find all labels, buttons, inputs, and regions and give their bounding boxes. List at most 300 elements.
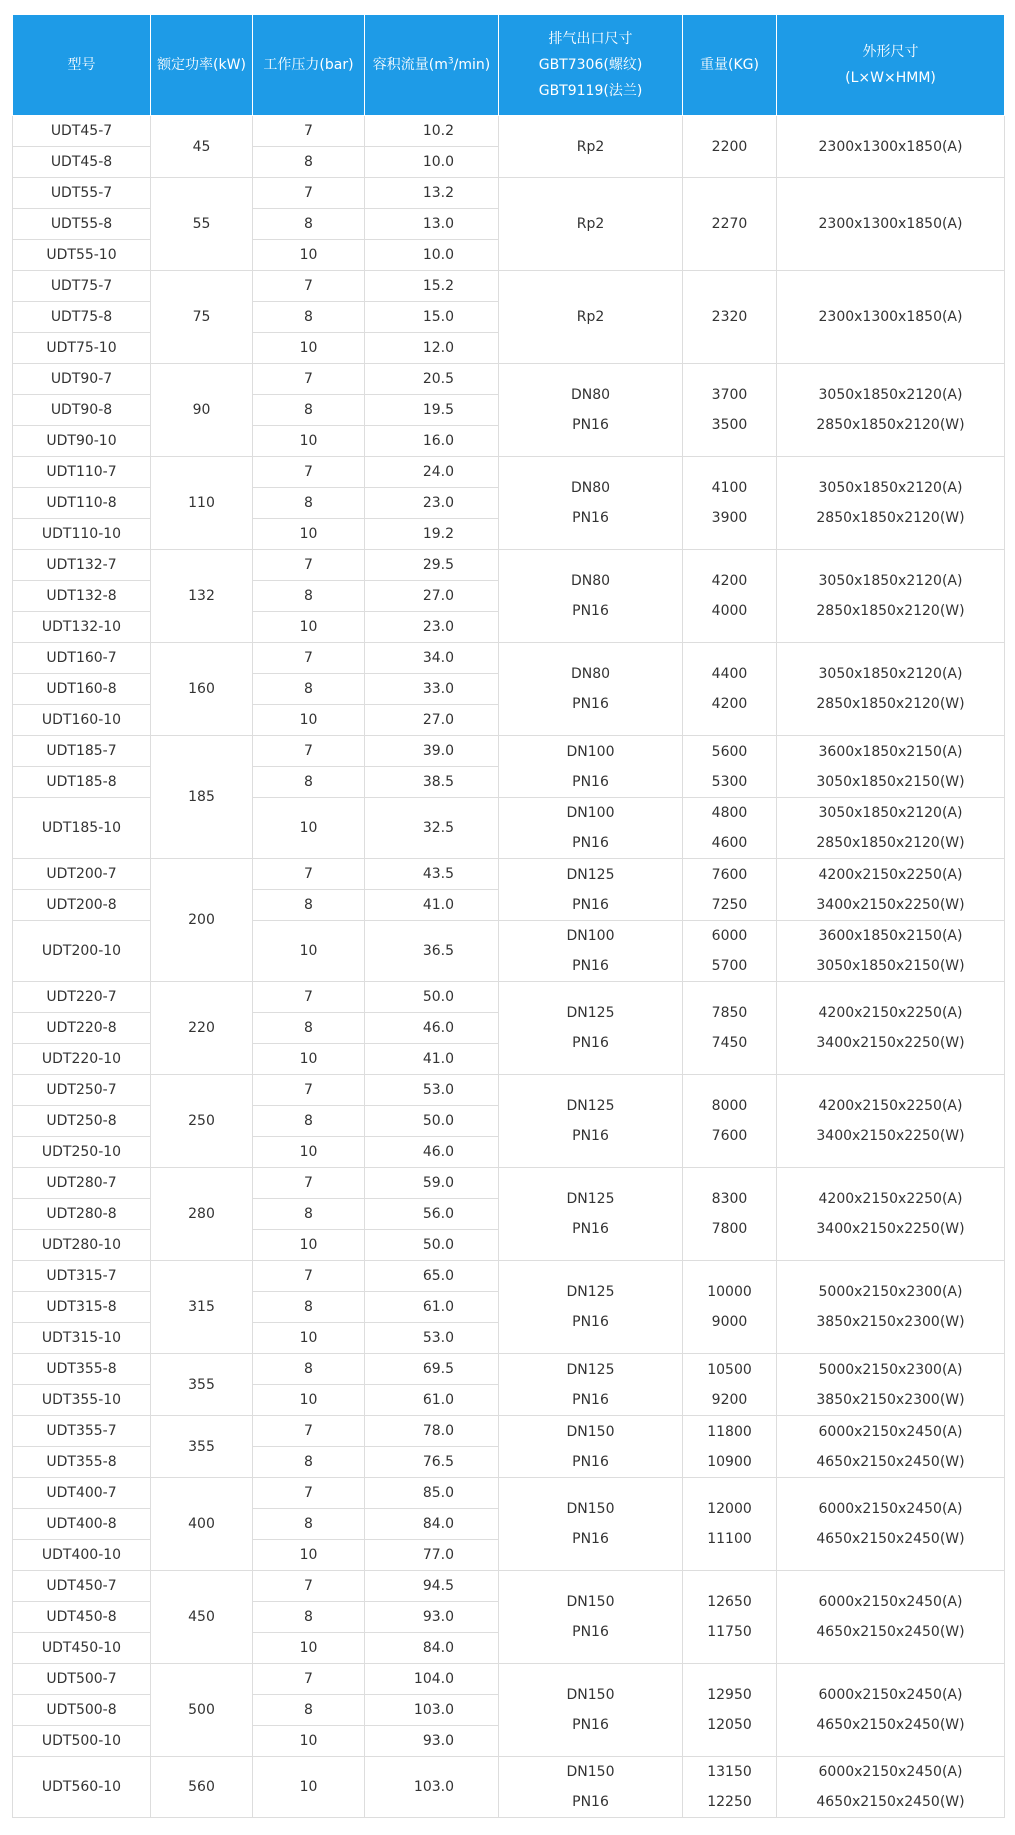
- dims-value: 3050x1850x2120(A): [818, 480, 963, 496]
- dimensions-cell: [777, 736, 1005, 798]
- outlet-cell: [499, 921, 683, 982]
- dims-value: 4650x2150x2450(W): [816, 1717, 965, 1733]
- weight-cell: [683, 1571, 777, 1664]
- rated-power-cell: 90: [151, 364, 253, 457]
- dims-pair: [816, 1277, 964, 1337]
- pressure-cell: 7: [253, 271, 365, 302]
- flow-cell: 104.0: [365, 1664, 499, 1695]
- pressure-cell: 7: [253, 550, 365, 581]
- dims-pair: [816, 1587, 964, 1647]
- outlet-value: DN80: [570, 480, 611, 496]
- dims-value: 4650x2150x2450(W): [816, 1794, 965, 1810]
- dimensions-cell: [777, 1757, 1005, 1818]
- dims-pair: [816, 473, 964, 533]
- pressure-cell: 10: [253, 705, 365, 736]
- table-row: [13, 1416, 1005, 1447]
- model-cell: UDT450-7: [13, 1571, 151, 1602]
- outlet-value: DN150: [566, 1687, 615, 1703]
- outlet-value: PN16: [572, 1221, 609, 1237]
- pressure-cell: 10: [253, 612, 365, 643]
- outlet-value: PN16: [572, 896, 609, 913]
- dimensions-cell: [777, 457, 1005, 550]
- outlet-cell: [499, 1354, 683, 1416]
- dimensions-cell: [777, 1416, 1005, 1478]
- weight-pair: [707, 1680, 752, 1740]
- compressor-spec-table: [12, 14, 1005, 1818]
- rated-power-cell: 280: [151, 1168, 253, 1261]
- model-cell: UDT110-7: [13, 457, 151, 488]
- outlet-value: PN16: [572, 603, 609, 619]
- pressure-cell: 8: [253, 1602, 365, 1633]
- dimensions-cell: [777, 798, 1005, 859]
- weight-cell: [683, 1075, 777, 1168]
- weight-value: 10500: [707, 1361, 752, 1378]
- pressure-cell: 10: [253, 1230, 365, 1261]
- dimensions-cell: [777, 1168, 1005, 1261]
- outlet-value: PN16: [572, 1391, 609, 1408]
- dims-value: 3400x2150x2250(W): [816, 1128, 965, 1144]
- pressure-cell: 8: [253, 302, 365, 333]
- weight-pair: [707, 1587, 752, 1647]
- pressure-cell: 10: [253, 1757, 365, 1818]
- pressure-cell: 7: [253, 1664, 365, 1695]
- pressure-cell: 7: [253, 1261, 365, 1292]
- weight-value: 7850: [711, 1005, 748, 1021]
- outlet-cell: [499, 982, 683, 1075]
- pressure-cell: 8: [253, 1695, 365, 1726]
- pressure-cell: 7: [253, 1478, 365, 1509]
- weight-cell: 2270: [683, 178, 777, 271]
- model-cell: UDT280-7: [13, 1168, 151, 1199]
- dims-value: 6000x2150x2450(A): [818, 1594, 963, 1610]
- weight-cell: [683, 736, 777, 798]
- rated-power-cell: 250: [151, 1075, 253, 1168]
- flow-cell: 78.0: [365, 1416, 499, 1447]
- weight-pair: [712, 1091, 748, 1151]
- flow-cell: 85.0: [365, 1478, 499, 1509]
- dims-value: 3050x1850x2120(A): [818, 573, 963, 589]
- dims-value: 5000x2150x2300(A): [818, 1284, 963, 1300]
- weight-value: 7600: [711, 1128, 748, 1144]
- model-cell: UDT315-8: [13, 1292, 151, 1323]
- outlet-value: DN80: [570, 573, 611, 589]
- outlet-value: DN125: [566, 1191, 615, 1207]
- dims-value: 3400x2150x2250(W): [816, 1221, 965, 1237]
- outlet-cell: [499, 643, 683, 736]
- pressure-cell: 8: [253, 1354, 365, 1385]
- rated-power-cell: 45: [151, 116, 253, 178]
- header-rated-power: 额定功率(kW): [151, 15, 253, 116]
- dims-value: 4200x2150x2250(A): [818, 1098, 963, 1114]
- dims-value: 3850x2150x2300(W): [816, 1391, 965, 1408]
- dims-value: 3400x2150x2250(W): [816, 1035, 965, 1051]
- weight-value: 9200: [711, 1391, 748, 1408]
- outlet-pair: [567, 921, 615, 981]
- weight-cell: [683, 1354, 777, 1416]
- rated-power-cell: 355: [151, 1354, 253, 1416]
- outlet-value: DN80: [570, 666, 611, 682]
- weight-cell: [683, 550, 777, 643]
- flow-cell: 29.5: [365, 550, 499, 581]
- model-cell: UDT45-7: [13, 116, 151, 147]
- flow-cell: 13.2: [365, 178, 499, 209]
- rated-power-cell: 220: [151, 982, 253, 1075]
- weight-value: 3900: [711, 510, 748, 526]
- outlet-cell: [499, 1757, 683, 1818]
- header-weight: 重量(KG): [683, 15, 777, 116]
- outlet-cell: Rp2: [499, 271, 683, 364]
- dims-pair: [816, 1091, 964, 1151]
- outlet-pair: [567, 1355, 615, 1415]
- header-outlet-size: 排气出口尺寸 GBT7306(螺纹) GBT9119(法兰): [499, 15, 683, 116]
- weight-value: 6000: [711, 928, 748, 944]
- flow-cell: 50.0: [365, 1106, 499, 1137]
- weight-cell: [683, 921, 777, 982]
- outlet-value: PN16: [572, 1128, 609, 1144]
- outlet-pair: [567, 1587, 615, 1647]
- dimensions-cell: [777, 921, 1005, 982]
- outlet-value: PN16: [572, 510, 609, 526]
- model-cell: UDT355-8: [13, 1354, 151, 1385]
- flow-cell: 84.0: [365, 1509, 499, 1540]
- pressure-cell: 8: [253, 209, 365, 240]
- dims-pair: [816, 1355, 964, 1415]
- flow-cell: 10.2: [365, 116, 499, 147]
- pressure-cell: 7: [253, 643, 365, 674]
- model-cell: UDT160-7: [13, 643, 151, 674]
- table-row: [13, 1261, 1005, 1292]
- weight-value: 3500: [711, 417, 748, 433]
- flow-cell: 41.0: [365, 890, 499, 921]
- rated-power-cell: 200: [151, 859, 253, 982]
- outlet-value: PN16: [572, 696, 609, 712]
- outlet-value: DN125: [566, 1005, 615, 1021]
- header-volume-flow: 容积流量$(m^3/\min)$: [365, 15, 499, 116]
- weight-pair: [712, 473, 748, 533]
- weight-value: 13150: [707, 1764, 752, 1780]
- pressure-cell: 8: [253, 488, 365, 519]
- flow-cell: 43.5: [365, 859, 499, 890]
- weight-pair: [707, 1277, 752, 1337]
- flow-cell: 94.5: [365, 1571, 499, 1602]
- dims-value: 5000x2150x2300(A): [818, 1361, 963, 1378]
- weight-value: 4200: [711, 573, 748, 589]
- outlet-pair: [571, 473, 610, 533]
- pressure-cell: 7: [253, 859, 365, 890]
- flow-cell: 69.5: [365, 1354, 499, 1385]
- weight-cell: [683, 1416, 777, 1478]
- flow-cell: 84.0: [365, 1633, 499, 1664]
- outlet-value: DN150: [566, 1764, 615, 1780]
- weight-cell: [683, 457, 777, 550]
- table-row: [13, 982, 1005, 1013]
- weight-value: 9000: [711, 1314, 748, 1330]
- model-cell: UDT55-10: [13, 240, 151, 271]
- pressure-cell: 10: [253, 1385, 365, 1416]
- outlet-value: PN16: [572, 958, 609, 974]
- model-cell: UDT500-10: [13, 1726, 151, 1757]
- pressure-cell: 7: [253, 1416, 365, 1447]
- flow-cell: 24.0: [365, 457, 499, 488]
- pressure-cell: 8: [253, 674, 365, 705]
- rated-power-cell: 500: [151, 1664, 253, 1757]
- pressure-cell: 10: [253, 333, 365, 364]
- weight-cell: [683, 859, 777, 921]
- pressure-cell: 8: [253, 1292, 365, 1323]
- weight-value: 5300: [711, 773, 748, 790]
- weight-pair: [707, 1494, 752, 1554]
- outlet-pair: [567, 1417, 615, 1477]
- dims-value: 4650x2150x2450(W): [816, 1531, 965, 1547]
- table-row: [13, 1757, 1005, 1818]
- table-row: [13, 859, 1005, 890]
- outlet-value: PN16: [572, 1794, 609, 1810]
- model-cell: UDT55-7: [13, 178, 151, 209]
- table-row: [13, 736, 1005, 767]
- pressure-cell: 8: [253, 1013, 365, 1044]
- weight-value: 11800: [707, 1423, 752, 1440]
- dims-pair: [816, 1417, 964, 1477]
- flow-cell: 15.0: [365, 302, 499, 333]
- pressure-cell: 10: [253, 1137, 365, 1168]
- weight-pair: [712, 380, 748, 440]
- weight-pair: [712, 998, 748, 1058]
- model-cell: UDT75-7: [13, 271, 151, 302]
- pressure-cell: 10: [253, 921, 365, 982]
- dimensions-cell: [777, 1664, 1005, 1757]
- flow-cell: 76.5: [365, 1447, 499, 1478]
- outlet-value: PN16: [572, 1035, 609, 1051]
- outlet-value: PN16: [572, 1717, 609, 1733]
- model-cell: UDT250-7: [13, 1075, 151, 1106]
- dims-value: 2850x1850x2120(W): [816, 417, 965, 433]
- dimensions-cell: 2300x1300x1850(A): [777, 178, 1005, 271]
- dims-value: 4200x2150x2250(A): [818, 1005, 963, 1021]
- weight-value: 4600: [711, 835, 748, 851]
- weight-cell: [683, 1664, 777, 1757]
- weight-value: 12250: [707, 1794, 752, 1810]
- weight-pair: [707, 1757, 752, 1817]
- weight-pair: [712, 798, 748, 858]
- dims-value: 2850x1850x2120(W): [816, 696, 965, 712]
- dims-pair: [816, 1680, 964, 1740]
- flow-cell: 12.0: [365, 333, 499, 364]
- table-row: [13, 178, 1005, 209]
- dims-value: 3050x1850x2150(W): [816, 773, 965, 790]
- outlet-cell: [499, 550, 683, 643]
- table-row: [13, 116, 1005, 147]
- outlet-pair: [567, 737, 615, 797]
- weight-value: 7800: [711, 1221, 748, 1237]
- dims-value: 4650x2150x2450(W): [816, 1624, 965, 1640]
- dims-pair: [816, 798, 964, 858]
- flow-cell: 16.0: [365, 426, 499, 457]
- weight-value: 8300: [711, 1191, 748, 1207]
- table-row: [13, 457, 1005, 488]
- pressure-cell: 8: [253, 1106, 365, 1137]
- pressure-cell: 7: [253, 1075, 365, 1106]
- outlet-value: DN150: [566, 1423, 615, 1440]
- rated-power-cell: 75: [151, 271, 253, 364]
- dims-value: 3850x2150x2300(W): [816, 1314, 965, 1330]
- flow-cell: 93.0: [365, 1726, 499, 1757]
- outlet-value: DN80: [570, 387, 611, 403]
- outlet-pair: [567, 998, 615, 1058]
- pressure-cell: 8: [253, 1509, 365, 1540]
- table-row: [13, 550, 1005, 581]
- pressure-cell: 10: [253, 426, 365, 457]
- weight-value: 4100: [711, 480, 748, 496]
- weight-value: 10900: [707, 1453, 752, 1470]
- outlet-cell: [499, 1664, 683, 1757]
- model-cell: UDT110-10: [13, 519, 151, 550]
- table-row: [13, 1664, 1005, 1695]
- outlet-value: PN16: [572, 1624, 609, 1640]
- weight-value: 12650: [707, 1594, 752, 1610]
- weight-value: 5600: [711, 743, 748, 760]
- pressure-cell: 10: [253, 1323, 365, 1354]
- outlet-pair: [571, 566, 610, 626]
- pressure-cell: 8: [253, 147, 365, 178]
- outlet-pair: [567, 860, 615, 920]
- dims-value: 3050x1850x2150(W): [816, 958, 965, 974]
- model-cell: UDT200-10: [13, 921, 151, 982]
- model-cell: UDT315-10: [13, 1323, 151, 1354]
- dims-pair: [816, 1184, 964, 1244]
- table-row: [13, 1571, 1005, 1602]
- pressure-cell: 8: [253, 1199, 365, 1230]
- weight-cell: [683, 1168, 777, 1261]
- outlet-cell: [499, 1261, 683, 1354]
- outlet-cell: [499, 364, 683, 457]
- dimensions-cell: [777, 643, 1005, 736]
- outlet-pair: [567, 1091, 615, 1151]
- dimensions-cell: [777, 1075, 1005, 1168]
- pressure-cell: 10: [253, 240, 365, 271]
- weight-cell: [683, 643, 777, 736]
- dims-value: 4200x2150x2250(A): [818, 866, 963, 883]
- weight-pair: [712, 921, 748, 981]
- outlet-cell: [499, 1075, 683, 1168]
- flow-cell: 34.0: [365, 643, 499, 674]
- dimensions-cell: [777, 364, 1005, 457]
- weight-value: 12050: [707, 1717, 752, 1733]
- flow-cell: 61.0: [365, 1292, 499, 1323]
- dims-value: 2850x1850x2120(W): [816, 603, 965, 619]
- table-row: [13, 1478, 1005, 1509]
- pressure-cell: 10: [253, 1633, 365, 1664]
- model-cell: UDT400-8: [13, 1509, 151, 1540]
- pressure-cell: 8: [253, 581, 365, 612]
- flow-cell: 23.0: [365, 488, 499, 519]
- dims-value: 2850x1850x2120(W): [816, 510, 965, 526]
- model-cell: UDT185-8: [13, 767, 151, 798]
- weight-cell: 2320: [683, 271, 777, 364]
- flow-cell: 103.0: [365, 1695, 499, 1726]
- outlet-value: DN100: [566, 743, 615, 760]
- table-row: [13, 364, 1005, 395]
- table-row: [13, 1168, 1005, 1199]
- weight-value: 7600: [711, 866, 748, 883]
- dims-value: 3600x1850x2150(A): [818, 928, 963, 944]
- table-body: [13, 116, 1005, 1818]
- flow-cell: 93.0: [365, 1602, 499, 1633]
- flow-cell: 15.2: [365, 271, 499, 302]
- outlet-value: DN100: [566, 805, 615, 821]
- rated-power-cell: 450: [151, 1571, 253, 1664]
- flow-cell: 65.0: [365, 1261, 499, 1292]
- pressure-cell: 7: [253, 116, 365, 147]
- outlet-value: PN16: [572, 1453, 609, 1470]
- rated-power-cell: 132: [151, 550, 253, 643]
- flow-cell: 23.0: [365, 612, 499, 643]
- dims-value: 3400x2150x2250(W): [816, 896, 965, 913]
- flow-cell: 20.5: [365, 364, 499, 395]
- model-cell: UDT220-8: [13, 1013, 151, 1044]
- model-cell: UDT500-7: [13, 1664, 151, 1695]
- weight-value: 12950: [707, 1687, 752, 1703]
- pressure-cell: 10: [253, 1726, 365, 1757]
- model-cell: UDT55-8: [13, 209, 151, 240]
- dims-pair: [816, 1757, 964, 1817]
- flow-cell: 27.0: [365, 581, 499, 612]
- table-header: [13, 15, 1005, 116]
- dims-value: 6000x2150x2450(A): [818, 1687, 963, 1703]
- model-cell: UDT110-8: [13, 488, 151, 519]
- outlet-value: PN16: [572, 1314, 609, 1330]
- model-cell: UDT355-8: [13, 1447, 151, 1478]
- header-model: 型号: [13, 15, 151, 116]
- dims-value: 6000x2150x2450(A): [818, 1764, 963, 1780]
- model-cell: UDT90-7: [13, 364, 151, 395]
- header-row: [13, 15, 1005, 116]
- outlet-cell: [499, 859, 683, 921]
- flow-cell: 10.0: [365, 240, 499, 271]
- flow-cell: 46.0: [365, 1013, 499, 1044]
- flow-cell: 46.0: [365, 1137, 499, 1168]
- flow-cell: 103.0: [365, 1757, 499, 1818]
- pressure-cell: 7: [253, 1168, 365, 1199]
- outlet-value: DN125: [566, 1284, 615, 1300]
- model-cell: UDT355-10: [13, 1385, 151, 1416]
- weight-pair: [712, 566, 748, 626]
- weight-cell: 2200: [683, 116, 777, 178]
- outlet-value: DN100: [566, 928, 615, 944]
- weight-value: 4800: [711, 805, 748, 821]
- dimensions-cell: [777, 1478, 1005, 1571]
- dims-pair: [816, 998, 964, 1058]
- model-cell: UDT45-8: [13, 147, 151, 178]
- outlet-cell: [499, 798, 683, 859]
- pressure-cell: 10: [253, 1044, 365, 1075]
- model-cell: UDT132-10: [13, 612, 151, 643]
- weight-pair: [712, 659, 748, 719]
- table-row: [13, 643, 1005, 674]
- dimensions-cell: [777, 1261, 1005, 1354]
- dims-value: 2850x1850x2120(W): [816, 835, 965, 851]
- outlet-cell: [499, 1168, 683, 1261]
- outlet-value: DN150: [566, 1501, 615, 1517]
- flow-cell: 41.0: [365, 1044, 499, 1075]
- weight-pair: [712, 1184, 748, 1244]
- flow-cell: 19.5: [365, 395, 499, 426]
- model-cell: UDT500-8: [13, 1695, 151, 1726]
- outlet-value: PN16: [572, 773, 609, 790]
- dims-value: 4650x2150x2450(W): [816, 1453, 965, 1470]
- model-cell: UDT90-10: [13, 426, 151, 457]
- weight-cell: [683, 1261, 777, 1354]
- dims-value: 4200x2150x2250(A): [818, 1191, 963, 1207]
